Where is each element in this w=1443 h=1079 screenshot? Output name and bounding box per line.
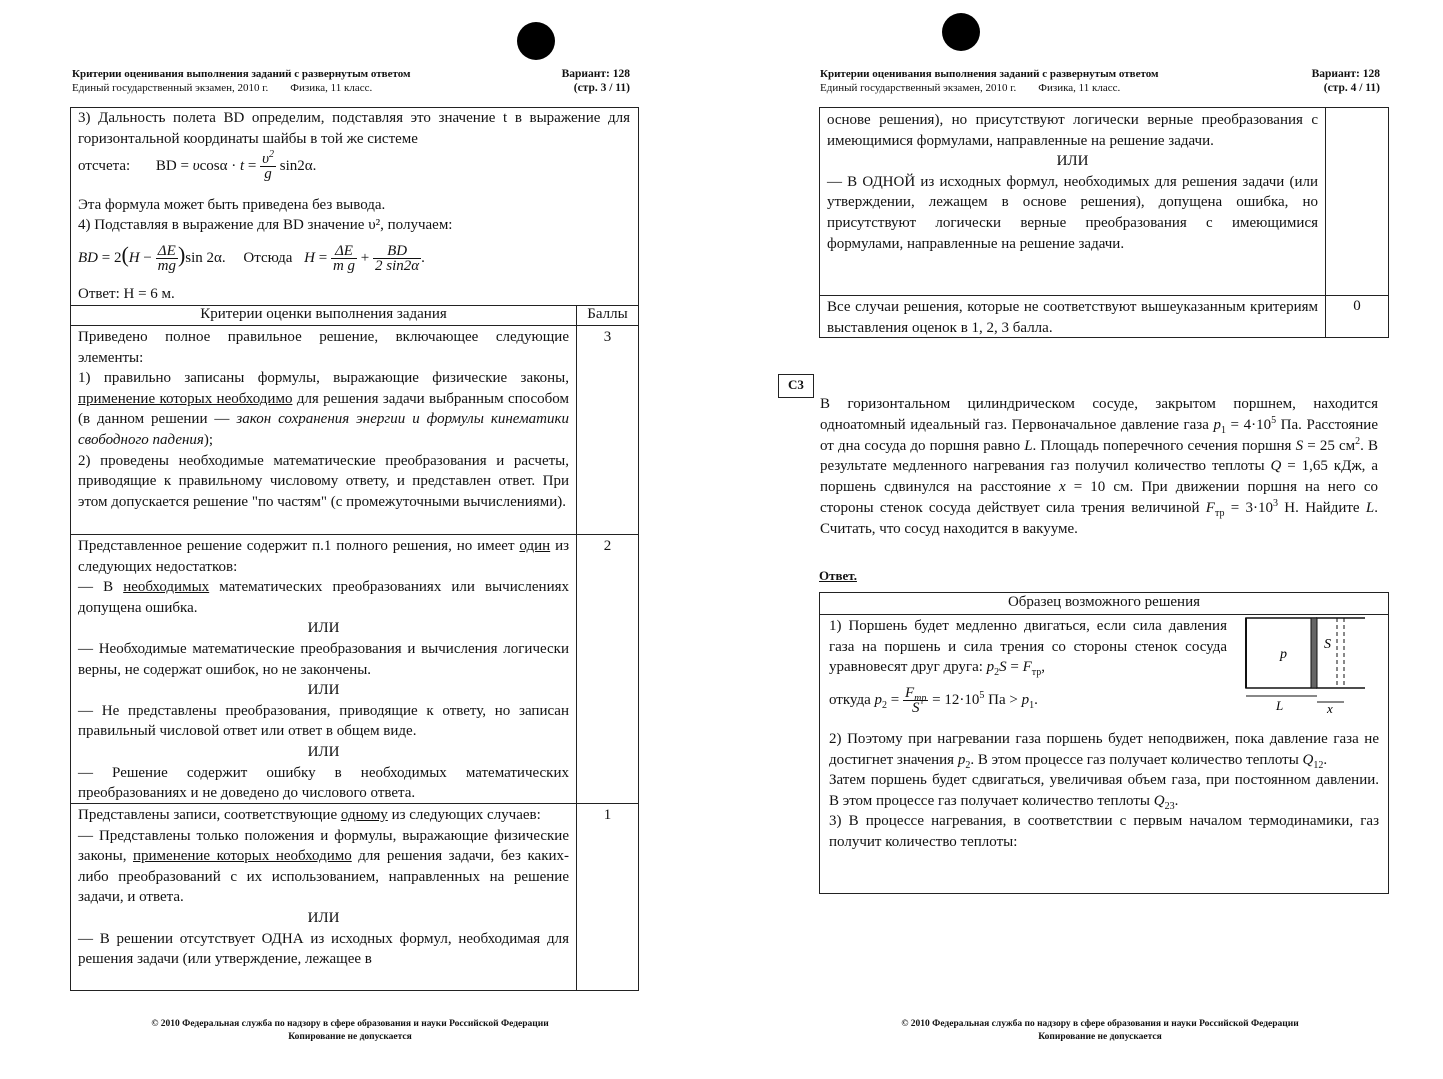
or-separator: ИЛИ xyxy=(1056,153,1089,170)
row3-item1-underlined: применение которых необходимо xyxy=(78,390,293,407)
copy-notice: Копирование не допускается xyxy=(288,1032,412,1042)
row1-intro-b: из следующих случаев: xyxy=(391,807,541,823)
row2-d4: — Решение содержит ошибку в необходимых математических преобразованиях и не доведено до числового ответа. xyxy=(78,764,569,802)
task-label: C3 xyxy=(778,374,814,398)
row1-cont2: — В ОДНОЙ из исходных формул, необходимых для решения задачи (или утверждении, лежащем в основе решения), допущена ошибка, но присутствуют логически верные преобразования с имеющимися формулами, направленные на решение задачи. xyxy=(827,173,1318,252)
row3-item1-end: ); xyxy=(203,431,214,448)
row1-c1 xyxy=(78,826,569,908)
row1-c1-b: для решения задачи, без каких-либо преобразований с их использованием, направленных на решение задачи, и ответа. xyxy=(78,848,570,906)
row2-d2: — Необходимые математические преобразования и вычисления логически верны, не содержат ошибок, но не закончены. xyxy=(78,640,569,678)
row3-item1 xyxy=(78,368,569,450)
header-subtitle: Единый государственный экзамен, 2010 г. Физика, 11 класс. xyxy=(72,82,373,94)
row3-intro: Приведено полное правильное решение, включающее следующие элементы: xyxy=(78,329,569,366)
header-title: Критерии оценивания выполнения заданий с развернутым ответом xyxy=(72,68,411,80)
solution-step-4: 4) Подставляя в выражение для BD значение υ², получаем: xyxy=(78,217,453,233)
fig-label-x: x xyxy=(1327,701,1333,714)
row1-c1-a: — Представлены только положения и формулы, выражающие физические законы, xyxy=(78,827,569,865)
formula-note: Эта формула может быть приведена без вывода. xyxy=(78,197,386,213)
row2-intro-b: из следующих недостатков: xyxy=(78,538,570,575)
page-header-left xyxy=(72,67,532,95)
header-title: Критерии оценивания выполнения заданий с развернутым ответом xyxy=(820,68,1159,80)
step4-formula-row xyxy=(78,242,425,273)
fig-label-S: S xyxy=(1324,637,1331,652)
criteria-row-1-continued xyxy=(820,110,1325,254)
sample-step-2: 2) Поэтому при нагревании газа поршень будет неподвижен, пока давление газа не достигнет значения $p_2$. В этом процессе газ получает количество теплоты $Q_{12}$. xyxy=(829,731,1379,771)
piston xyxy=(1311,618,1317,688)
row2-intro xyxy=(78,536,569,577)
page-number: (стр. 3 / 11) xyxy=(573,82,630,94)
copy-notice: Копирование не допускается xyxy=(1038,1032,1162,1042)
sample-step-2b: Затем поршень будет сдвигаться, увеличивая объем газа, при постоянном давлении. В этом процессе газ получает количество теплоты $Q_{23}$. xyxy=(829,772,1379,812)
row1-intro-a: Представлены записи, соответствующие xyxy=(78,807,338,823)
row1-cont1: основе решения), но присутствуют логически верные преобразования с имеющимися формулами, направленные на решение задачи. xyxy=(827,112,1318,149)
copyright-line: © 2010 Федеральная служба по надзору в сфере образования и науки Российской Федерации xyxy=(901,1019,1299,1029)
sample-step-1b: откуда $p_2$ = $\frac{F_{тр}}{S}$ = $12\cdot 10^5$ Па > $p_1$. xyxy=(829,685,1038,716)
row1-intro-underlined: одному xyxy=(340,807,388,823)
points-3: 3 xyxy=(603,329,612,345)
criteria-row-1 xyxy=(71,805,576,970)
row2-d1 xyxy=(78,577,569,618)
row2-d1-a: — В xyxy=(78,579,114,596)
sample-step-1: 1) Поршень будет медленно двигаться, если сила давления газа на поршень и сила трения со стороны стенок сосуда уравновесят друг друга: $p_2S = F_{тр}$, xyxy=(829,618,1227,679)
variant-number: Вариант: 128 xyxy=(561,68,630,80)
points-0: 0 xyxy=(1353,298,1361,314)
col-points-header: Баллы xyxy=(587,306,628,322)
copyright-line: © 2010 Федеральная служба по надзору в сфере образования и науки Российской Федерации xyxy=(151,1019,549,1029)
row3-item1-b: для решения задачи выбранным способом (в данном решении — xyxy=(78,390,570,428)
row1-c2: — В решении отсутствует ОДНА из исходных формул, необходимая для решения задачи (или утверждение, лежащее в xyxy=(78,930,569,968)
points-column-line xyxy=(576,305,577,991)
or-separator: ИЛИ xyxy=(307,682,340,699)
step3-formula: BD = υcosα · t = $\frac{\upsilon^2}{g}$ sin2α. xyxy=(155,149,317,182)
punch-hole xyxy=(942,13,980,51)
row2-intro-underlined: один xyxy=(519,538,551,554)
criteria-row-2 xyxy=(71,536,576,804)
header-subtitle: Единый государственный экзамен, 2010 г. Физика, 11 класс. xyxy=(820,82,1121,94)
or-separator: ИЛИ xyxy=(307,909,340,926)
row3-item1-italic: закон сохранения энергии и формулы кинематики свободного падения xyxy=(78,411,570,448)
answer-label: Ответ. xyxy=(819,568,857,583)
task-text: В горизонтальном цилиндрическом сосуде, закрытом поршнем, находится одноатомный идеальный газ. Первоначальное давление газа $p_1 = 4\cdot 10^5$ Па. Расстояние от дна сосуда до поршня равно L. Площадь поперечного сечения поршня S = 25 $см^2$. В результате медленного нагревания газ получил количество теплоты Q = 1,65 кДж, а поршень сдвинулся на расстояние x = 10 см. При движении поршня на него со стороны стенок сосуда действует сила трения величиной $F_{тр} = 3\cdot 10^3$ Н. Найдите L. Считать, что сосуд находится в вакууме. xyxy=(820,396,1378,537)
table-header-line xyxy=(70,325,639,326)
step3-formula-row xyxy=(78,149,317,182)
step4-formula-left: BD = 2(H − $\frac{\Delta E}{mg}$ )sin 2α. xyxy=(78,242,226,275)
row2-intro-a: Представленное решение содержит п.1 полного решения, но имеет xyxy=(78,538,515,554)
piston-diagram xyxy=(1240,614,1370,714)
sample-steps-2-3 xyxy=(822,729,1386,853)
sample-step-3: 3) В процессе нагревания, в соответствии с первым началом термодинамики, газ получит количество теплоты: xyxy=(829,813,1379,850)
row2-d1-underlined: необходимых xyxy=(123,579,210,596)
points-1: 1 xyxy=(603,807,612,823)
solution-step-3 xyxy=(71,108,637,149)
variant-block-left xyxy=(530,67,630,95)
or-separator: ИЛИ xyxy=(307,620,340,637)
criteria-row-3 xyxy=(71,327,576,512)
page-footer-right xyxy=(840,1018,1360,1044)
fig-label-L: L xyxy=(1276,698,1284,713)
step3-label: отсчета: xyxy=(78,157,131,174)
page-number: (стр. 4 / 11) xyxy=(1323,82,1380,94)
points-2: 2 xyxy=(603,538,612,554)
answer-line: Ответ: H = 6 м. xyxy=(78,286,175,302)
row1-intro xyxy=(78,805,569,826)
fig-label-p: p xyxy=(1280,647,1287,662)
page-footer-left xyxy=(90,1018,610,1044)
variant-block-right xyxy=(1280,67,1380,95)
row1-c1-underlined: применение которых необходимо xyxy=(132,848,352,865)
sample-title: Образец возможного решения xyxy=(1007,594,1201,610)
step3-text: 3) Дальность полета BD определим, подставляя это значение t в выражение для горизонтальной координаты шайбы в той же системе xyxy=(78,110,630,147)
row0-top-line xyxy=(819,295,1389,296)
row0-text: Все случаи решения, которые не соответствуют вышеуказанным критериям выставления оценок в 1, 2, 3 балла. xyxy=(827,299,1318,336)
step4-formula-right: H = $\frac{\Delta E}{\text{m g}}$ + $\frac{BD}{2 \sin 2\alpha}$ . xyxy=(304,243,425,275)
col-criteria-header: Критерии оценки выполнения задания xyxy=(200,306,447,322)
page-header-right xyxy=(820,67,1280,95)
variant-number: Вариант: 128 xyxy=(1311,68,1380,80)
otsyuda-word: Отсюда xyxy=(243,250,293,266)
criteria-row-0 xyxy=(820,297,1325,338)
row3-bottom-line xyxy=(70,534,639,535)
row3-item1-a: 1) правильно записаны формулы, выражающие физические законы, xyxy=(78,370,569,387)
row2-d3: — Не представлены преобразования, приводящие к ответу, но записан правильный числовой ответ или ответ в общем виде. xyxy=(78,702,569,740)
row3-item2: 2) проведены необходимые математические преобразования и расчеты, приводящие к правильному числовому ответу, и представлен ответ. При этом допускается решение "по частям" (с промежуточными вычислениями). xyxy=(78,452,569,510)
or-separator: ИЛИ xyxy=(307,743,340,760)
row2-d1-b: математических преобразованиях или вычислениях допущена ошибка. xyxy=(78,579,570,616)
punch-hole xyxy=(517,22,555,60)
